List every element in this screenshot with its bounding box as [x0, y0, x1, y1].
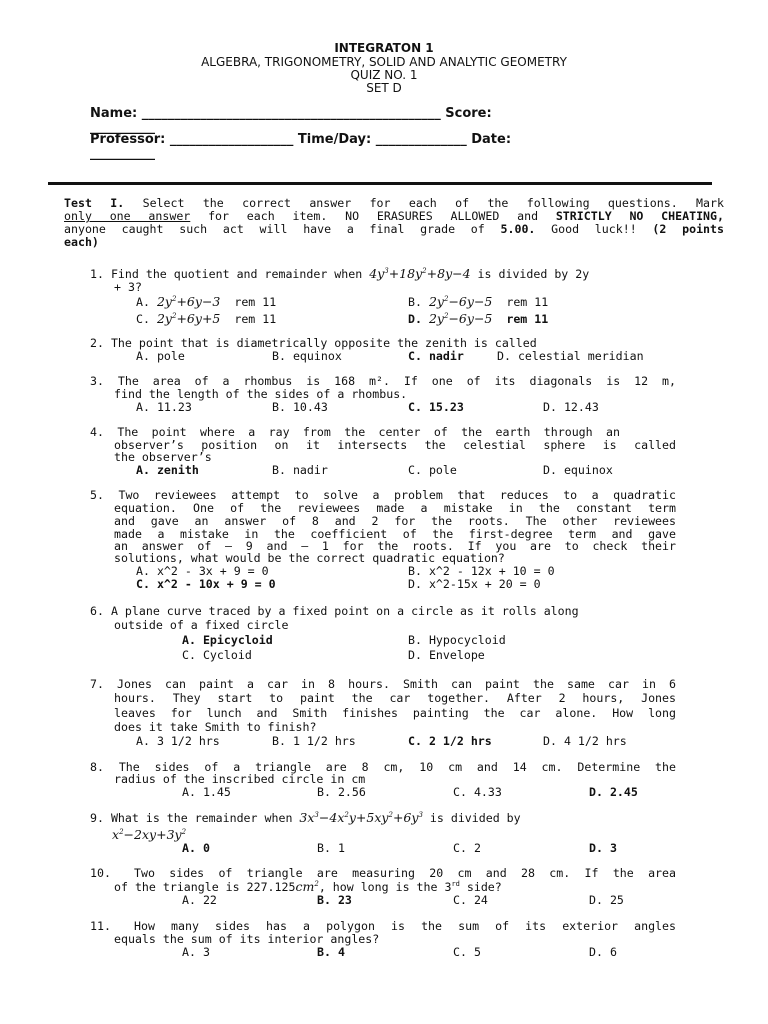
- question-1-continuation: + 3?: [114, 280, 142, 294]
- instructions-line-2: [64, 210, 724, 223]
- professor-time-date-field[interactable]: Professor: ___________________ Time/Day: ______________ Date:: [90, 132, 512, 147]
- question-6: 6. A plane curve traced by a fixed point on a circle as it rolls along: [90, 604, 579, 618]
- q10-option-c[interactable]: C. 24: [453, 893, 488, 907]
- q7-option-d[interactable]: D. 4 1/2 hrs: [543, 734, 627, 748]
- q9-option-c[interactable]: C. 2: [453, 841, 481, 855]
- q11-option-a[interactable]: A. 3: [182, 945, 210, 959]
- date-field-continuation[interactable]: __________: [90, 146, 155, 161]
- q6-option-b[interactable]: B. Hypocycloid: [408, 633, 506, 647]
- question-7: 7. Jones can paint a car in 8 hours. Smith can paint the same car in 6: [90, 677, 676, 691]
- q1-option-c[interactable]: C. $2y^2+6y+5$ rem 11: [136, 311, 277, 326]
- question-4: 4. The point where a ray from the center of the earth through an: [90, 425, 620, 439]
- q9-option-a-correct[interactable]: A. 0: [182, 841, 210, 855]
- question-5-line-2: equation. One of the reviewees made a mistake in the constant term: [114, 501, 676, 515]
- q11-option-b-correct[interactable]: B. 4: [317, 945, 345, 959]
- q4-option-d[interactable]: D. equinox: [543, 463, 613, 477]
- q6-option-c[interactable]: C. Cycloid: [182, 648, 252, 662]
- question-5: 5. Two reviewees attempt to solve a problem that reduces to a quadratic: [90, 488, 676, 502]
- question-8-continuation: radius of the inscribed circle in cm: [114, 772, 366, 786]
- q7-option-b[interactable]: B. 1 1/2 hrs: [272, 734, 356, 748]
- question-4-line-3: the observer’s: [114, 450, 212, 464]
- question-11-continuation: equals the sum of its interior angles?: [114, 932, 380, 946]
- divisor-expression: $x^2-2xy+3y^2$: [112, 827, 187, 842]
- q2-option-a[interactable]: A. pole: [136, 349, 185, 363]
- strict-warning: STRICTLY NO CHEATING,: [555, 209, 724, 223]
- q5-option-c-correct[interactable]: C. x^2 - 10x + 9 = 0: [136, 577, 276, 591]
- question-10-number: 10.: [90, 866, 111, 880]
- q3-option-a[interactable]: A. 11.23: [136, 400, 192, 414]
- q1-option-a[interactable]: A. $2y^2+6y-3$ rem 11: [136, 294, 277, 309]
- q10-option-d[interactable]: D. 25: [589, 893, 624, 907]
- q6-option-d[interactable]: D. Envelope: [408, 648, 485, 662]
- q5-option-a[interactable]: A. x^2 - 3x + 9 = 0: [136, 564, 269, 578]
- question-6-continuation: outside of a fixed circle: [114, 618, 289, 632]
- math-expression: $4y^3+18y^2+8y-4$: [369, 266, 471, 281]
- question-4-line-2: observer’s position on it intersects the celestial sphere is called: [114, 438, 676, 452]
- question-1: [90, 268, 589, 281]
- q11-option-d[interactable]: D. 6: [589, 945, 617, 959]
- q7-option-c-correct[interactable]: C. 2 1/2 hrs: [408, 734, 492, 748]
- question-10-line-2: of the triangle is $227.125cm^2$, how long is the 3rd side?: [114, 879, 502, 894]
- instructions-line-1: [64, 197, 724, 210]
- quiz-title: INTEGRATON 1: [334, 41, 434, 55]
- question-10: Two sides of triangle are measuring 20 cm and 28 cm. If the area: [134, 866, 676, 880]
- question-2: 2. The point that is diametrically opposite the zenith is called: [90, 336, 537, 350]
- q10-option-a[interactable]: A. 22: [182, 893, 217, 907]
- header-divider: [48, 182, 712, 185]
- question-5-line-5: an answer of – 9 and – 1 for the roots. If you are to check their: [114, 539, 676, 553]
- name-score-field[interactable]: Name: ______________________________________________ Score:: [90, 106, 492, 121]
- question-9: [90, 812, 521, 825]
- q5-option-d[interactable]: D. x^2-15x + 20 = 0: [408, 577, 541, 591]
- instructions-text: Select the correct answer for each of the following questions. Mark: [142, 196, 724, 210]
- q4-option-a-correct[interactable]: A. zenith: [136, 463, 199, 477]
- instructions-text: for each item. NO ERASURES ALLOWED and: [208, 209, 539, 223]
- q3-option-b[interactable]: B. 10.43: [272, 400, 328, 414]
- q1-option-d-correct[interactable]: D. $2y^2-6y-5$ rem 11: [408, 311, 549, 326]
- test-label: Test I.: [64, 196, 125, 210]
- q5-option-b[interactable]: B. x^2 - 12x + 10 = 0: [408, 564, 555, 578]
- q2-option-b[interactable]: B. equinox: [272, 349, 342, 363]
- q8-option-a[interactable]: A. 1.45: [182, 785, 231, 799]
- question-text: is divided by: [429, 811, 521, 825]
- question-text: 1. Find the quotient and remainder when: [90, 267, 363, 281]
- q3-option-d[interactable]: D. 12.43: [543, 400, 599, 414]
- q2-option-d[interactable]: D. celestial meridian: [497, 349, 644, 363]
- q11-option-c[interactable]: C. 5: [453, 945, 481, 959]
- question-7-line-4: does it take Smith to finish?: [114, 720, 317, 734]
- question-text: is divided by 2y: [477, 267, 590, 281]
- quiz-number: QUIZ NO. 1: [350, 68, 418, 82]
- q8-option-c[interactable]: C. 4.33: [453, 785, 502, 799]
- q3-option-c-correct[interactable]: C. 15.23: [408, 400, 464, 414]
- q4-option-b[interactable]: B. nadir: [272, 463, 328, 477]
- points-note-continuation: each): [64, 235, 99, 249]
- q9-option-d-correct[interactable]: D. 3: [589, 841, 617, 855]
- instructions-text: Good luck!!: [551, 222, 637, 236]
- math-expression: $3x^3-4x^2y+5xy^2+6y^3$: [299, 810, 423, 825]
- question-text: 9. What is the remainder when: [90, 811, 293, 825]
- q9-option-b[interactable]: B. 1: [317, 841, 345, 855]
- q1-option-b[interactable]: B. $2y^2-6y-5$ rem 11: [408, 294, 549, 309]
- question-5-line-4: made a mistake in the coefficient of the first-degree term and gave: [114, 527, 676, 541]
- underlined-text: only one answer: [64, 209, 191, 223]
- points-note: (2 points: [652, 222, 724, 236]
- question-3: 3. The area of a rhombus is 168 m². If one of its diagonals is 12 m,: [90, 374, 676, 388]
- q8-option-d-correct[interactable]: D. 2.45: [589, 785, 638, 799]
- question-8: 8. The sides of a triangle are 8 cm, 10 cm and 14 cm. Determine the: [90, 760, 676, 774]
- question-3-continuation: find the length of the sides of a rhombus.: [114, 387, 408, 401]
- q4-option-c[interactable]: C. pole: [408, 463, 457, 477]
- score-field-continuation[interactable]: __________: [90, 120, 155, 135]
- quiz-set: SET D: [366, 81, 402, 95]
- q10-option-b-correct[interactable]: B. 23: [317, 893, 352, 907]
- final-grade: 5.00.: [500, 222, 536, 236]
- question-5-line-3: and gave an answer of 8 and 2 for the roots. The other reviewees: [114, 514, 676, 528]
- instructions-text: anyone caught such act will have a final grade of: [64, 222, 485, 236]
- q6-option-a-correct[interactable]: A. Epicycloid: [182, 633, 273, 647]
- unit-cm2: $cm^2$: [295, 879, 319, 894]
- question-7-line-3: leaves for lunch and Smith finishes painting the car alone. How long: [114, 706, 676, 720]
- question-11: How many sides has a polygon is the sum of its exterior angles: [134, 919, 676, 933]
- question-11-number: 11.: [90, 919, 111, 933]
- quiz-subtitle: ALGEBRA, TRIGONOMETRY, SOLID AND ANALYTIC GEOMETRY: [201, 55, 567, 69]
- instructions-line-3: [64, 223, 724, 236]
- q7-option-a[interactable]: A. 3 1/2 hrs: [136, 734, 220, 748]
- q2-option-c-correct[interactable]: C. nadir: [408, 349, 464, 363]
- question-7-line-2: hours. They start to paint the car together. After 2 hours, Jones: [114, 691, 676, 705]
- q8-option-b[interactable]: B. 2.56: [317, 785, 366, 799]
- question-5-line-6: solutions, what would be the correct quadratic equation?: [114, 551, 505, 565]
